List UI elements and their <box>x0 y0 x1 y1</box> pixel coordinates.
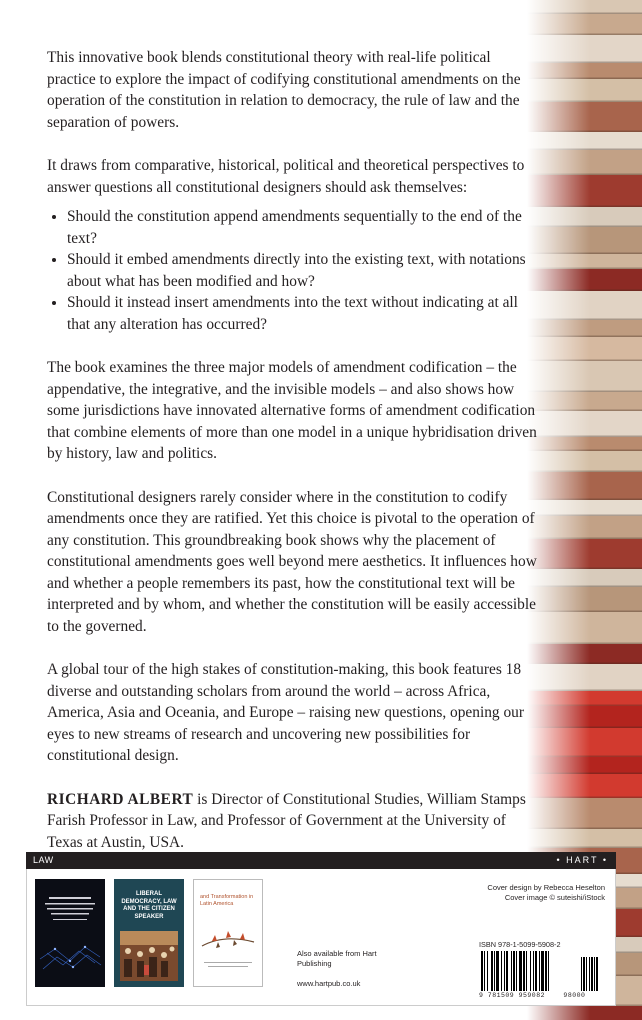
category-band <box>26 852 616 869</box>
question-list <box>47 206 539 335</box>
cover-credits <box>487 883 605 902</box>
network-graphic-icon <box>35 879 105 987</box>
barcode <box>479 951 609 993</box>
author-bio-text: is Director of Constitutional Studies, William Stamps Farish Professor in Law, and Professor of Government at the University of Texas at Austin, USA. <box>47 790 526 851</box>
question-item: • Should it instead insert amendments into the text without indicating at all that any alteration has occurred? <box>67 292 539 335</box>
blurb-paragraph-2: It draws from comparative, historical, political and theoretical perspectives to answer questions all constitutional designers should ask themselves: <box>47 157 525 196</box>
author-bio <box>47 789 539 854</box>
cover-title: LIBERAL DEMOCRACY, LAW AND THE CITIZEN SPEAKER <box>121 891 177 920</box>
blurb-paragraph-1: This innovative book blends constitutional theory with real-life political practice to explore the impact of codifying constitutional amendments on the operation of the constitution in relation to democracy, the rule of law and the separation of powers. <box>47 49 521 131</box>
related-book-cover[interactable] <box>193 879 263 987</box>
barcode-digits <box>479 992 585 999</box>
also-available-note: Also available from Hart Publishing <box>297 949 377 968</box>
question-item: • Should the constitution append amendments sequentially to the end of the text? <box>67 206 539 249</box>
cover-image-credit: Cover image © suteishi/iStock <box>504 892 605 902</box>
barcode-number: 9 781509 959082 <box>479 992 546 999</box>
thorns-illustration-icon <box>194 880 262 986</box>
blurb-paragraph-4: Constitutional designers rarely consider where in the constitution to codify amendments once they are ratified. Yet this choice is pivotal to the operation of any constitution. This groundbreaking book shows why the placement of constitutional amendments goes well beyond mere aesthetics. It influences how and whether a people remembers its past, how the constitutional text will be interpreted and by whom, and whether the constitution will be easily accessible to the governed. <box>47 488 537 635</box>
blurb <box>47 47 539 875</box>
cover-title: and Transformation in Latin America <box>200 894 254 907</box>
barcode-addon: 98000 <box>563 992 586 999</box>
related-book-cover[interactable] <box>35 879 105 987</box>
question-item: • Should it embed amendments directly into the existing text, with notations about what has been modified and how? <box>67 249 539 292</box>
publisher-mark: • HART • <box>556 855 608 865</box>
blurb-paragraph-5: A global tour of the high stakes of constitution-making, this book features 18 diverse and outstanding scholars from around the world – across Africa, America, Asia and Oceania, and Europe – raising new questions, opening our eyes to new streams of research and uncovering new possibilities for constitutional design. <box>47 661 524 764</box>
cover-design-credit: Cover design by Rebecca Heselton <box>487 883 605 892</box>
author-name: RICHARD ALBERT <box>47 790 194 808</box>
isbn: ISBN 978-1-5099-5908-2 <box>479 940 561 949</box>
related-book-cover[interactable] <box>114 879 184 987</box>
blurb-paragraph-3: The book examines the three major models of amendment codification – the appendative, the integrative, and the invisible models – and also shows how some jurisdictions have innovated alternative forms of amendment codification that combine elements of more than one model in a unique hybridisation driven by history, law and politics. <box>47 359 537 462</box>
publisher-panel <box>26 869 616 1006</box>
category-label: LAW <box>33 855 54 865</box>
publisher-website-link[interactable]: www.hartpub.co.uk <box>297 979 361 988</box>
painting-thumbnail-icon <box>114 879 184 987</box>
